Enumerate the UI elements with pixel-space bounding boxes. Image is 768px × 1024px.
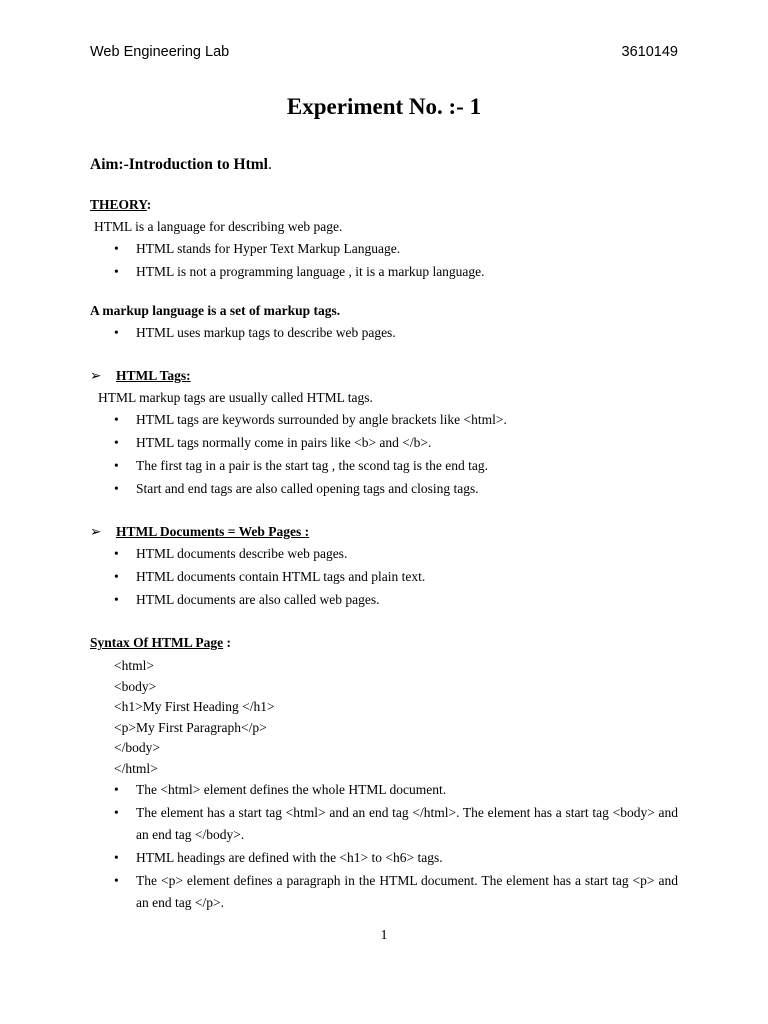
code-line: <body> [114,678,157,694]
list-item [114,802,678,846]
theory-heading-text: THEORY [90,197,147,212]
list-item [114,432,678,454]
list-item-text: HTML documents contain HTML tags and plain text. [136,569,426,584]
list-item-text: HTML uses markup tags to describe web pages. [136,325,396,340]
bullet-icon: • [114,435,119,450]
list-item-text: HTML is not a programming language , it is a markup language. [136,264,485,279]
bullet-icon: • [114,481,119,496]
list-item [114,322,678,344]
syntax-heading-text: Syntax Of HTML Page [90,635,224,650]
list-item-text: Start and end tags are also called opening tags and closing tags. [136,481,479,496]
tags-heading-text: HTML Tags: [116,368,191,383]
bullet-icon: • [114,873,119,888]
tags-intro: HTML markup tags are usually called HTML tags. [98,390,373,405]
list-item [114,566,678,588]
theory-colon: : [146,197,152,212]
code-line: </html> [114,760,158,776]
documents-bullet-list [90,543,678,611]
bullet-icon: • [114,458,119,473]
documents-heading [90,521,678,543]
bullet-icon: • [114,264,119,279]
page-number: 1 [380,928,388,943]
bullet-icon: • [114,325,119,340]
list-item-text: The element has a start tag <html> and an end tag </html>. The element has a start tag <body> and an end tag </body>. [136,805,678,842]
list-item-text: HTML headings are defined with the <h1> to <h6> tags. [136,850,443,865]
bullet-icon: • [114,412,119,427]
theory-bullet-list [90,238,678,283]
code-line: <p>My First Paragraph</p> [114,719,267,735]
syntax-bullet-list [90,779,678,914]
code-line: <h1>My First Heading </h1> [114,699,275,714]
list-item [114,543,678,565]
list-item [114,455,678,477]
syntax-colon: : [223,635,232,650]
bullet-icon: • [114,782,119,797]
arrow-bullet-icon: ➢ [90,524,102,539]
markup-bullet-list [90,322,678,344]
bullet-icon: • [114,592,119,607]
markup-heading: A markup language is a set of markup tags. [90,303,341,318]
document-body [90,154,678,915]
list-item [114,870,678,914]
code-line: <html> [114,658,154,673]
page-title: Experiment No. :- 1 [286,94,482,119]
syntax-heading [90,632,678,654]
list-item [114,478,678,500]
tags-bullet-list [90,409,678,500]
theory-intro: HTML is a language for describing web page. [94,219,343,234]
aim-period: . [267,156,272,173]
header-roll-number: 3610149 [621,44,678,60]
list-item-text: HTML tags normally come in pairs like <b> and </b>. [136,435,432,450]
list-item-text: The <p> element defines a paragraph in the HTML document. The element has a start tag <p> and an end tag </p>. [136,873,678,910]
header-lab-name: Web Engineering Lab [90,44,230,60]
list-item [114,589,678,611]
list-item-text: HTML tags are keywords surrounded by angle brackets like <html>. [136,412,507,427]
arrow-bullet-icon: ➢ [90,368,102,383]
documents-heading-text: HTML Documents = Web Pages : [116,524,310,539]
list-item-text: HTML documents are also called web pages. [136,592,380,607]
list-item [114,238,678,260]
bullet-icon: • [114,546,119,561]
tags-heading [90,365,678,387]
list-item [114,847,678,869]
list-item-text: HTML documents describe web pages. [136,546,348,561]
aim-label: Aim:-Introduction to Html [90,156,268,173]
bullet-icon: • [114,241,119,256]
aim-line [90,154,678,176]
list-item [114,261,678,283]
list-item-text: HTML stands for Hyper Text Markup Language. [136,241,401,256]
html-code-sample [90,656,678,779]
list-item [114,779,678,801]
bullet-icon: • [114,805,119,820]
theory-heading [90,194,678,216]
list-item [114,409,678,431]
list-item-text: The first tag in a pair is the start tag , the scond tag is the end tag. [136,458,489,473]
bullet-icon: • [114,569,119,584]
bullet-icon: • [114,850,119,865]
list-item-text: The <html> element defines the whole HTML document. [136,782,447,797]
code-line: </body> [114,740,160,755]
